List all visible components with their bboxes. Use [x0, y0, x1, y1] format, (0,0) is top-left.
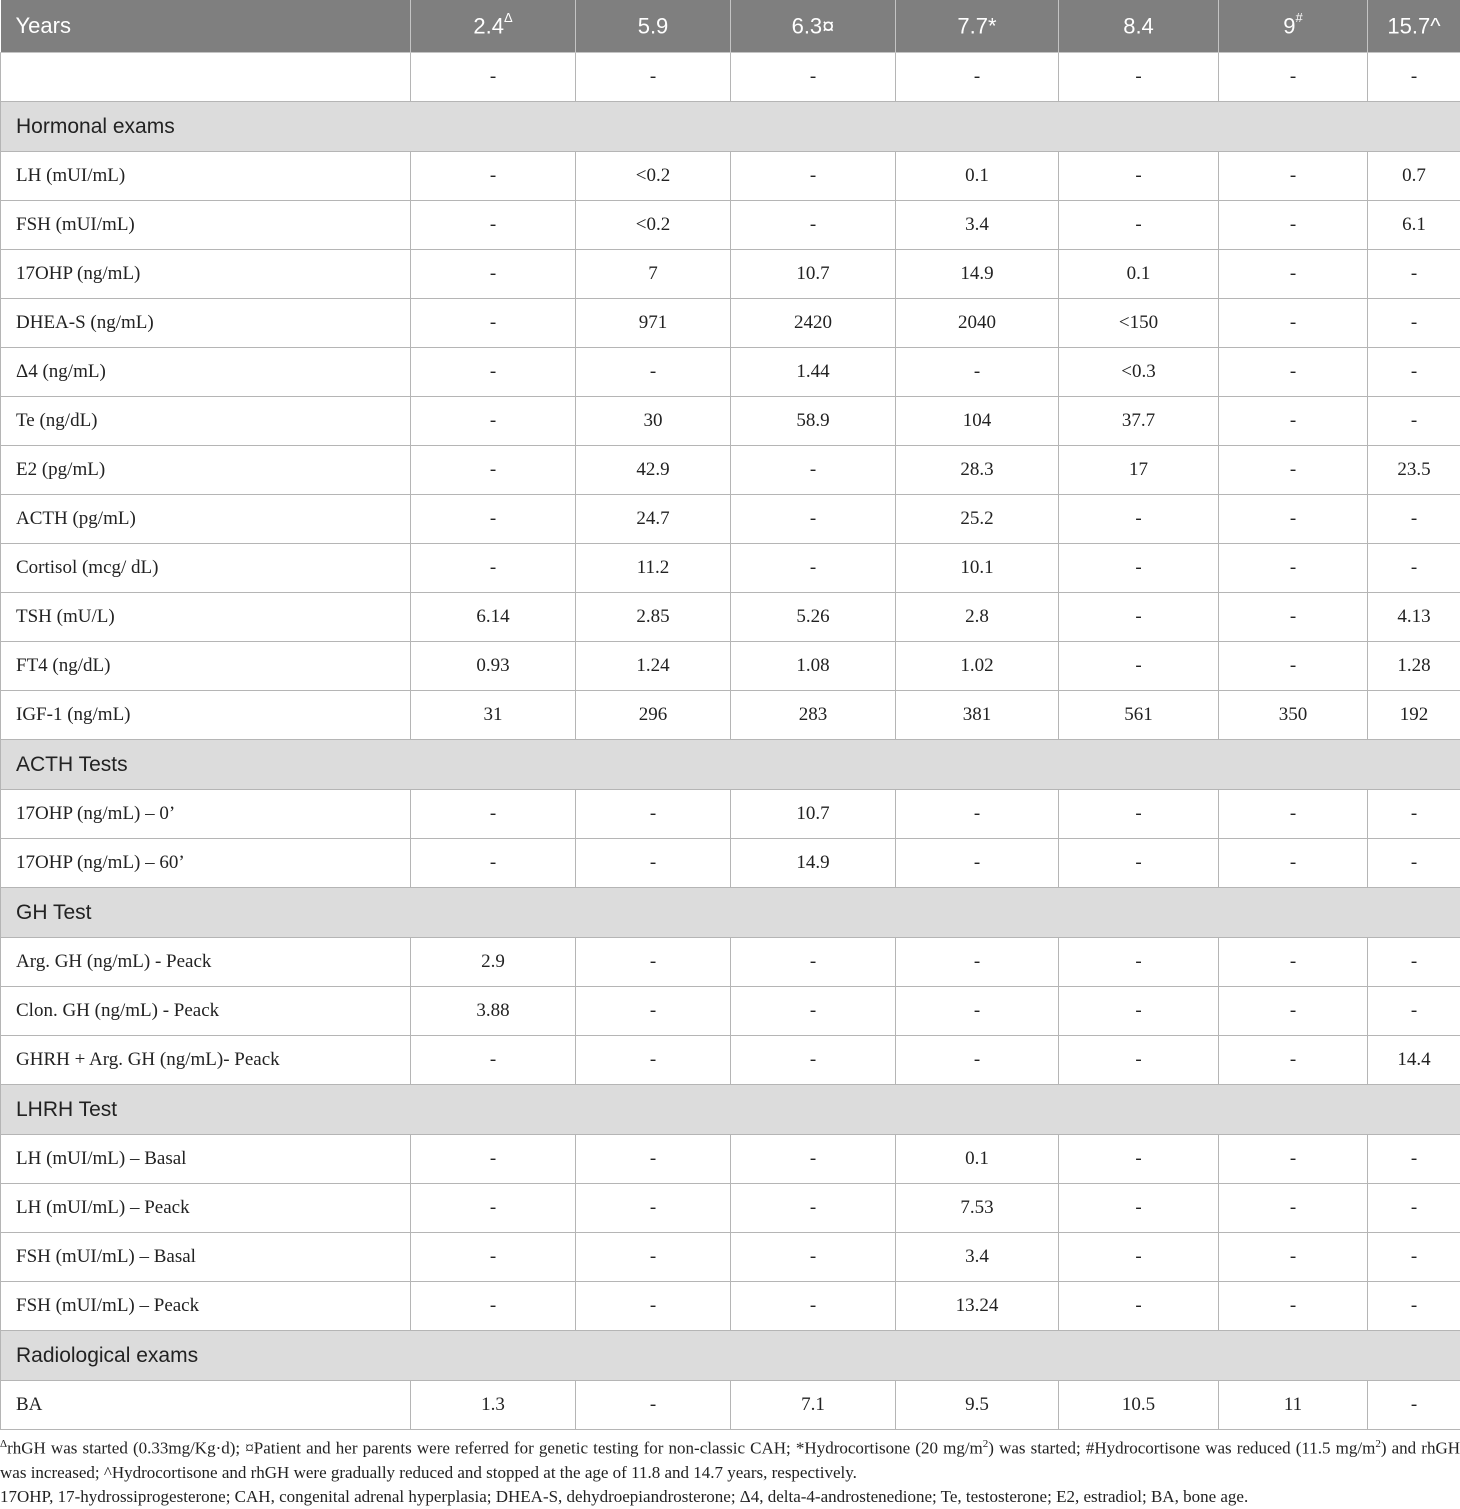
- table-cell: -: [1368, 299, 1460, 348]
- row-label: FSH (mUI/mL) – Peack: [1, 1282, 411, 1331]
- table-cell: 2040: [896, 299, 1059, 348]
- table-cell: -: [1368, 1233, 1460, 1282]
- table-cell: 2420: [731, 299, 896, 348]
- table-cell: -: [411, 1282, 576, 1331]
- row-label: 17OHP (ng/mL): [1, 250, 411, 299]
- table-cell: -: [731, 446, 896, 495]
- table-cell: -: [1059, 938, 1219, 987]
- table-row: [1, 53, 1460, 102]
- table-cell: -: [1368, 1282, 1460, 1331]
- table-row: [1, 1036, 1460, 1085]
- footnote-markers: $^\Delta$rhGH was started (0.33mg/Kg·d); ¤Patient and her parents were referred for genetic testing for non-classic CAH; *Hydrocortisone (20 $mg/m^2$) was started; #Hydrocortisone was reduced (11.5 $mg/m^2$) and rhGH was increased; ^Hydrocortisone and rhGH were gradually reduced and stopped at the age of 11.8 and 14.7 years, respectively.: [0, 1432, 1460, 1485]
- table-cell: 37.7: [1059, 397, 1219, 446]
- row-label: GHRH + Arg. GH (ng/mL)- Peack: [1, 1036, 411, 1085]
- row-label: E2 (pg/mL): [1, 446, 411, 495]
- table-cell: -: [1219, 544, 1368, 593]
- table-cell: -: [1219, 1282, 1368, 1331]
- table-cell: 1.3: [411, 1381, 576, 1430]
- year-header-15-7: 15.7^: [1368, 0, 1460, 53]
- table-cell: 1.24: [576, 642, 731, 691]
- row-label: IGF-1 (ng/mL): [1, 691, 411, 740]
- table-cell: -: [1219, 53, 1368, 102]
- year-header-6-3: 6.3¤: [731, 0, 896, 53]
- table-cell: -: [1059, 201, 1219, 250]
- table-row: [1, 446, 1460, 495]
- table-cell: -: [1219, 1036, 1368, 1085]
- row-label: FSH (mUI/mL) – Basal: [1, 1233, 411, 1282]
- table-cell: -: [1059, 1282, 1219, 1331]
- table-cell: -: [731, 938, 896, 987]
- table-cell: 3.88: [411, 987, 576, 1036]
- table-cell: -: [1368, 790, 1460, 839]
- table-cell: -: [411, 1135, 576, 1184]
- table-cell: 24.7: [576, 495, 731, 544]
- table-cell: 296: [576, 691, 731, 740]
- table-cell: -: [896, 1036, 1059, 1085]
- table-cell: 7: [576, 250, 731, 299]
- table-row: [1, 593, 1460, 642]
- table-cell: 7.1: [731, 1381, 896, 1430]
- table-cell: -: [1219, 201, 1368, 250]
- table-cell: 2.8: [896, 593, 1059, 642]
- table-cell: -: [411, 348, 576, 397]
- table-cell: -: [731, 1233, 896, 1282]
- row-label: BA: [1, 1381, 411, 1430]
- table-cell: -: [1368, 1381, 1460, 1430]
- table-cell: 10.1: [896, 544, 1059, 593]
- table-cell: -: [1219, 299, 1368, 348]
- row-label: [1, 53, 411, 102]
- table-cell: 971: [576, 299, 731, 348]
- table-cell: 25.2: [896, 495, 1059, 544]
- table-cell: -: [1219, 446, 1368, 495]
- table-cell: -: [1368, 397, 1460, 446]
- table-cell: 9.5: [896, 1381, 1059, 1430]
- section-row: [1, 1085, 1460, 1135]
- table-cell: -: [1368, 250, 1460, 299]
- table-cell: -: [731, 1036, 896, 1085]
- table-cell: -: [1219, 397, 1368, 446]
- table-cell: 28.3: [896, 446, 1059, 495]
- table-cell: -: [896, 987, 1059, 1036]
- row-label: DHEA-S (ng/mL): [1, 299, 411, 348]
- table-cell: 350: [1219, 691, 1368, 740]
- table-row: [1, 152, 1460, 201]
- table-cell: 7.53: [896, 1184, 1059, 1233]
- table-row: [1, 1135, 1460, 1184]
- table-row: [1, 201, 1460, 250]
- table-cell: -: [1059, 593, 1219, 642]
- table-cell: -: [576, 1233, 731, 1282]
- table-cell: 4.13: [1368, 593, 1460, 642]
- table-cell: -: [1219, 1135, 1368, 1184]
- table-cell: -: [411, 53, 576, 102]
- table-cell: 0.1: [896, 152, 1059, 201]
- table-cell: 10.5: [1059, 1381, 1219, 1430]
- table-cell: -: [411, 495, 576, 544]
- table-cell: -: [731, 987, 896, 1036]
- year-header-7-7: 7.7*: [896, 0, 1059, 53]
- table-cell: 0.7: [1368, 152, 1460, 201]
- table-cell: -: [1059, 1233, 1219, 1282]
- table-cell: -: [1059, 1036, 1219, 1085]
- table-cell: -: [411, 1036, 576, 1085]
- section-row: [1, 740, 1460, 790]
- table-cell: -: [896, 53, 1059, 102]
- table-cell: -: [411, 446, 576, 495]
- table-cell: -: [1368, 987, 1460, 1036]
- section-label: ACTH Tests: [1, 740, 1460, 790]
- table-cell: -: [731, 201, 896, 250]
- table-cell: -: [411, 250, 576, 299]
- year-header-5-9: 5.9: [576, 0, 731, 53]
- table-cell: 0.93: [411, 642, 576, 691]
- table-cell: 1.28: [1368, 642, 1460, 691]
- table-cell: 10.7: [731, 250, 896, 299]
- table-cell: 3.4: [896, 201, 1059, 250]
- row-label: Arg. GH (ng/mL) - Peack: [1, 938, 411, 987]
- row-label: LH (mUI/mL): [1, 152, 411, 201]
- table-cell: 6.1: [1368, 201, 1460, 250]
- row-label: LH (mUI/mL) – Peack: [1, 1184, 411, 1233]
- row-label: ACTH (pg/mL): [1, 495, 411, 544]
- table-cell: -: [1219, 839, 1368, 888]
- section-label: GH Test: [1, 888, 1460, 938]
- table-cell: -: [576, 1282, 731, 1331]
- table-cell: -: [1219, 790, 1368, 839]
- table-cell: -: [411, 544, 576, 593]
- table-cell: <0.2: [576, 152, 731, 201]
- table-cell: -: [411, 839, 576, 888]
- row-label: Cortisol (mcg/ dL): [1, 544, 411, 593]
- table-cell: 192: [1368, 691, 1460, 740]
- table-row: [1, 839, 1460, 888]
- row-label: Δ4 (ng/mL): [1, 348, 411, 397]
- table-cell: 3.4: [896, 1233, 1059, 1282]
- table-cell: 6.14: [411, 593, 576, 642]
- section-label: Hormonal exams: [1, 102, 1460, 152]
- table-row: [1, 348, 1460, 397]
- table-cell: 2.85: [576, 593, 731, 642]
- table-cell: 13.24: [896, 1282, 1059, 1331]
- section-row: [1, 102, 1460, 152]
- table-cell: -: [1219, 348, 1368, 397]
- table-cell: -: [411, 201, 576, 250]
- table-body: [1, 53, 1460, 1430]
- table-cell: 1.08: [731, 642, 896, 691]
- table-cell: -: [731, 1282, 896, 1331]
- table-cell: -: [576, 987, 731, 1036]
- row-label: Te (ng/dL): [1, 397, 411, 446]
- table-cell: -: [896, 938, 1059, 987]
- table-row: [1, 691, 1460, 740]
- table-row: [1, 397, 1460, 446]
- table-cell: -: [1059, 544, 1219, 593]
- table-cell: 58.9: [731, 397, 896, 446]
- header-row: [1, 0, 1460, 53]
- table-cell: -: [731, 1135, 896, 1184]
- table-cell: 0.1: [1059, 250, 1219, 299]
- table-cell: -: [731, 495, 896, 544]
- year-header-8-4: 8.4: [1059, 0, 1219, 53]
- table-cell: -: [576, 790, 731, 839]
- table-cell: -: [1059, 53, 1219, 102]
- table-cell: <150: [1059, 299, 1219, 348]
- table-footnotes: [0, 1432, 1460, 1509]
- table-cell: -: [1368, 938, 1460, 987]
- table-cell: 104: [896, 397, 1059, 446]
- table-cell: <0.3: [1059, 348, 1219, 397]
- table-row: [1, 544, 1460, 593]
- table-cell: -: [1368, 495, 1460, 544]
- table-cell: 17: [1059, 446, 1219, 495]
- table-row: [1, 1381, 1460, 1430]
- table-cell: -: [576, 1135, 731, 1184]
- table-cell: 11: [1219, 1381, 1368, 1430]
- table-cell: -: [1219, 938, 1368, 987]
- table-cell: -: [1059, 642, 1219, 691]
- table-cell: -: [1368, 544, 1460, 593]
- table-cell: <0.2: [576, 201, 731, 250]
- table-cell: -: [576, 1381, 731, 1430]
- table-cell: -: [576, 839, 731, 888]
- table-row: [1, 790, 1460, 839]
- table-row: [1, 1233, 1460, 1282]
- table-cell: -: [731, 152, 896, 201]
- table-row: [1, 495, 1460, 544]
- table-cell: -: [411, 790, 576, 839]
- table-cell: -: [1059, 987, 1219, 1036]
- table-row: [1, 642, 1460, 691]
- table-cell: -: [1219, 152, 1368, 201]
- table-cell: -: [576, 938, 731, 987]
- table-cell: 14.9: [731, 839, 896, 888]
- table-row: [1, 1184, 1460, 1233]
- table-cell: -: [731, 53, 896, 102]
- row-label: FSH (mUI/mL): [1, 201, 411, 250]
- table-cell: -: [896, 790, 1059, 839]
- table-cell: 381: [896, 691, 1059, 740]
- table-cell: -: [1219, 495, 1368, 544]
- table-cell: -: [731, 1184, 896, 1233]
- table-cell: -: [1219, 250, 1368, 299]
- table-cell: 11.2: [576, 544, 731, 593]
- table-cell: -: [1059, 1184, 1219, 1233]
- section-row: [1, 1331, 1460, 1381]
- footnote-abbreviations: 17OHP, 17-hydrossiprogesterone; CAH, congenital adrenal hyperplasia; DHEA-S, dehydroepiandrosterone; Δ4, delta-4-androstenedione; Te, testosterone; E2, estradiol; BA, bone age.: [0, 1485, 1460, 1509]
- table-cell: 5.26: [731, 593, 896, 642]
- table-cell: 1.44: [731, 348, 896, 397]
- table-row: [1, 1282, 1460, 1331]
- year-header-9: 9#: [1219, 0, 1368, 53]
- table-cell: -: [1219, 642, 1368, 691]
- table-cell: -: [896, 348, 1059, 397]
- table-cell: -: [1368, 1135, 1460, 1184]
- section-label: Radiological exams: [1, 1331, 1460, 1381]
- table-cell: -: [1059, 1135, 1219, 1184]
- table-cell: 14.9: [896, 250, 1059, 299]
- row-label: 17OHP (ng/mL) – 0’: [1, 790, 411, 839]
- table-row: [1, 299, 1460, 348]
- table-cell: -: [1368, 348, 1460, 397]
- table-cell: 14.4: [1368, 1036, 1460, 1085]
- table-cell: 23.5: [1368, 446, 1460, 495]
- table-cell: 1.02: [896, 642, 1059, 691]
- table-cell: -: [1368, 1184, 1460, 1233]
- table-cell: -: [1219, 593, 1368, 642]
- table-cell: 0.1: [896, 1135, 1059, 1184]
- table-cell: -: [576, 1036, 731, 1085]
- table-cell: 30: [576, 397, 731, 446]
- row-label: TSH (mU/L): [1, 593, 411, 642]
- table-cell: -: [1368, 53, 1460, 102]
- table-cell: -: [411, 299, 576, 348]
- section-row: [1, 888, 1460, 938]
- table-cell: 10.7: [731, 790, 896, 839]
- table-cell: -: [1059, 839, 1219, 888]
- table-cell: -: [1219, 1184, 1368, 1233]
- table-cell: -: [576, 1184, 731, 1233]
- table-cell: -: [1059, 152, 1219, 201]
- row-label: Clon. GH (ng/mL) - Peack: [1, 987, 411, 1036]
- years-header: Years: [1, 0, 411, 53]
- table-cell: -: [1219, 1233, 1368, 1282]
- table-cell: 31: [411, 691, 576, 740]
- table-cell: -: [411, 397, 576, 446]
- table-cell: -: [411, 152, 576, 201]
- table-cell: 2.9: [411, 938, 576, 987]
- table-cell: -: [731, 544, 896, 593]
- table-row: [1, 987, 1460, 1036]
- year-header-2-4: $2.4^\Delta$: [411, 0, 576, 53]
- table-cell: 283: [731, 691, 896, 740]
- row-label: LH (mUI/mL) – Basal: [1, 1135, 411, 1184]
- table-cell: -: [896, 839, 1059, 888]
- table-cell: 42.9: [576, 446, 731, 495]
- table-cell: -: [411, 1184, 576, 1233]
- table-cell: -: [1219, 987, 1368, 1036]
- table-cell: -: [576, 348, 731, 397]
- table-cell: -: [1368, 839, 1460, 888]
- table-row: [1, 938, 1460, 987]
- table-cell: -: [411, 1233, 576, 1282]
- table-cell: -: [1059, 495, 1219, 544]
- row-label: FT4 (ng/dL): [1, 642, 411, 691]
- table-row: [1, 250, 1460, 299]
- table-cell: -: [576, 53, 731, 102]
- table-cell: -: [1059, 790, 1219, 839]
- section-label: LHRH Test: [1, 1085, 1460, 1135]
- table-cell: 561: [1059, 691, 1219, 740]
- row-label: 17OHP (ng/mL) – 60’: [1, 839, 411, 888]
